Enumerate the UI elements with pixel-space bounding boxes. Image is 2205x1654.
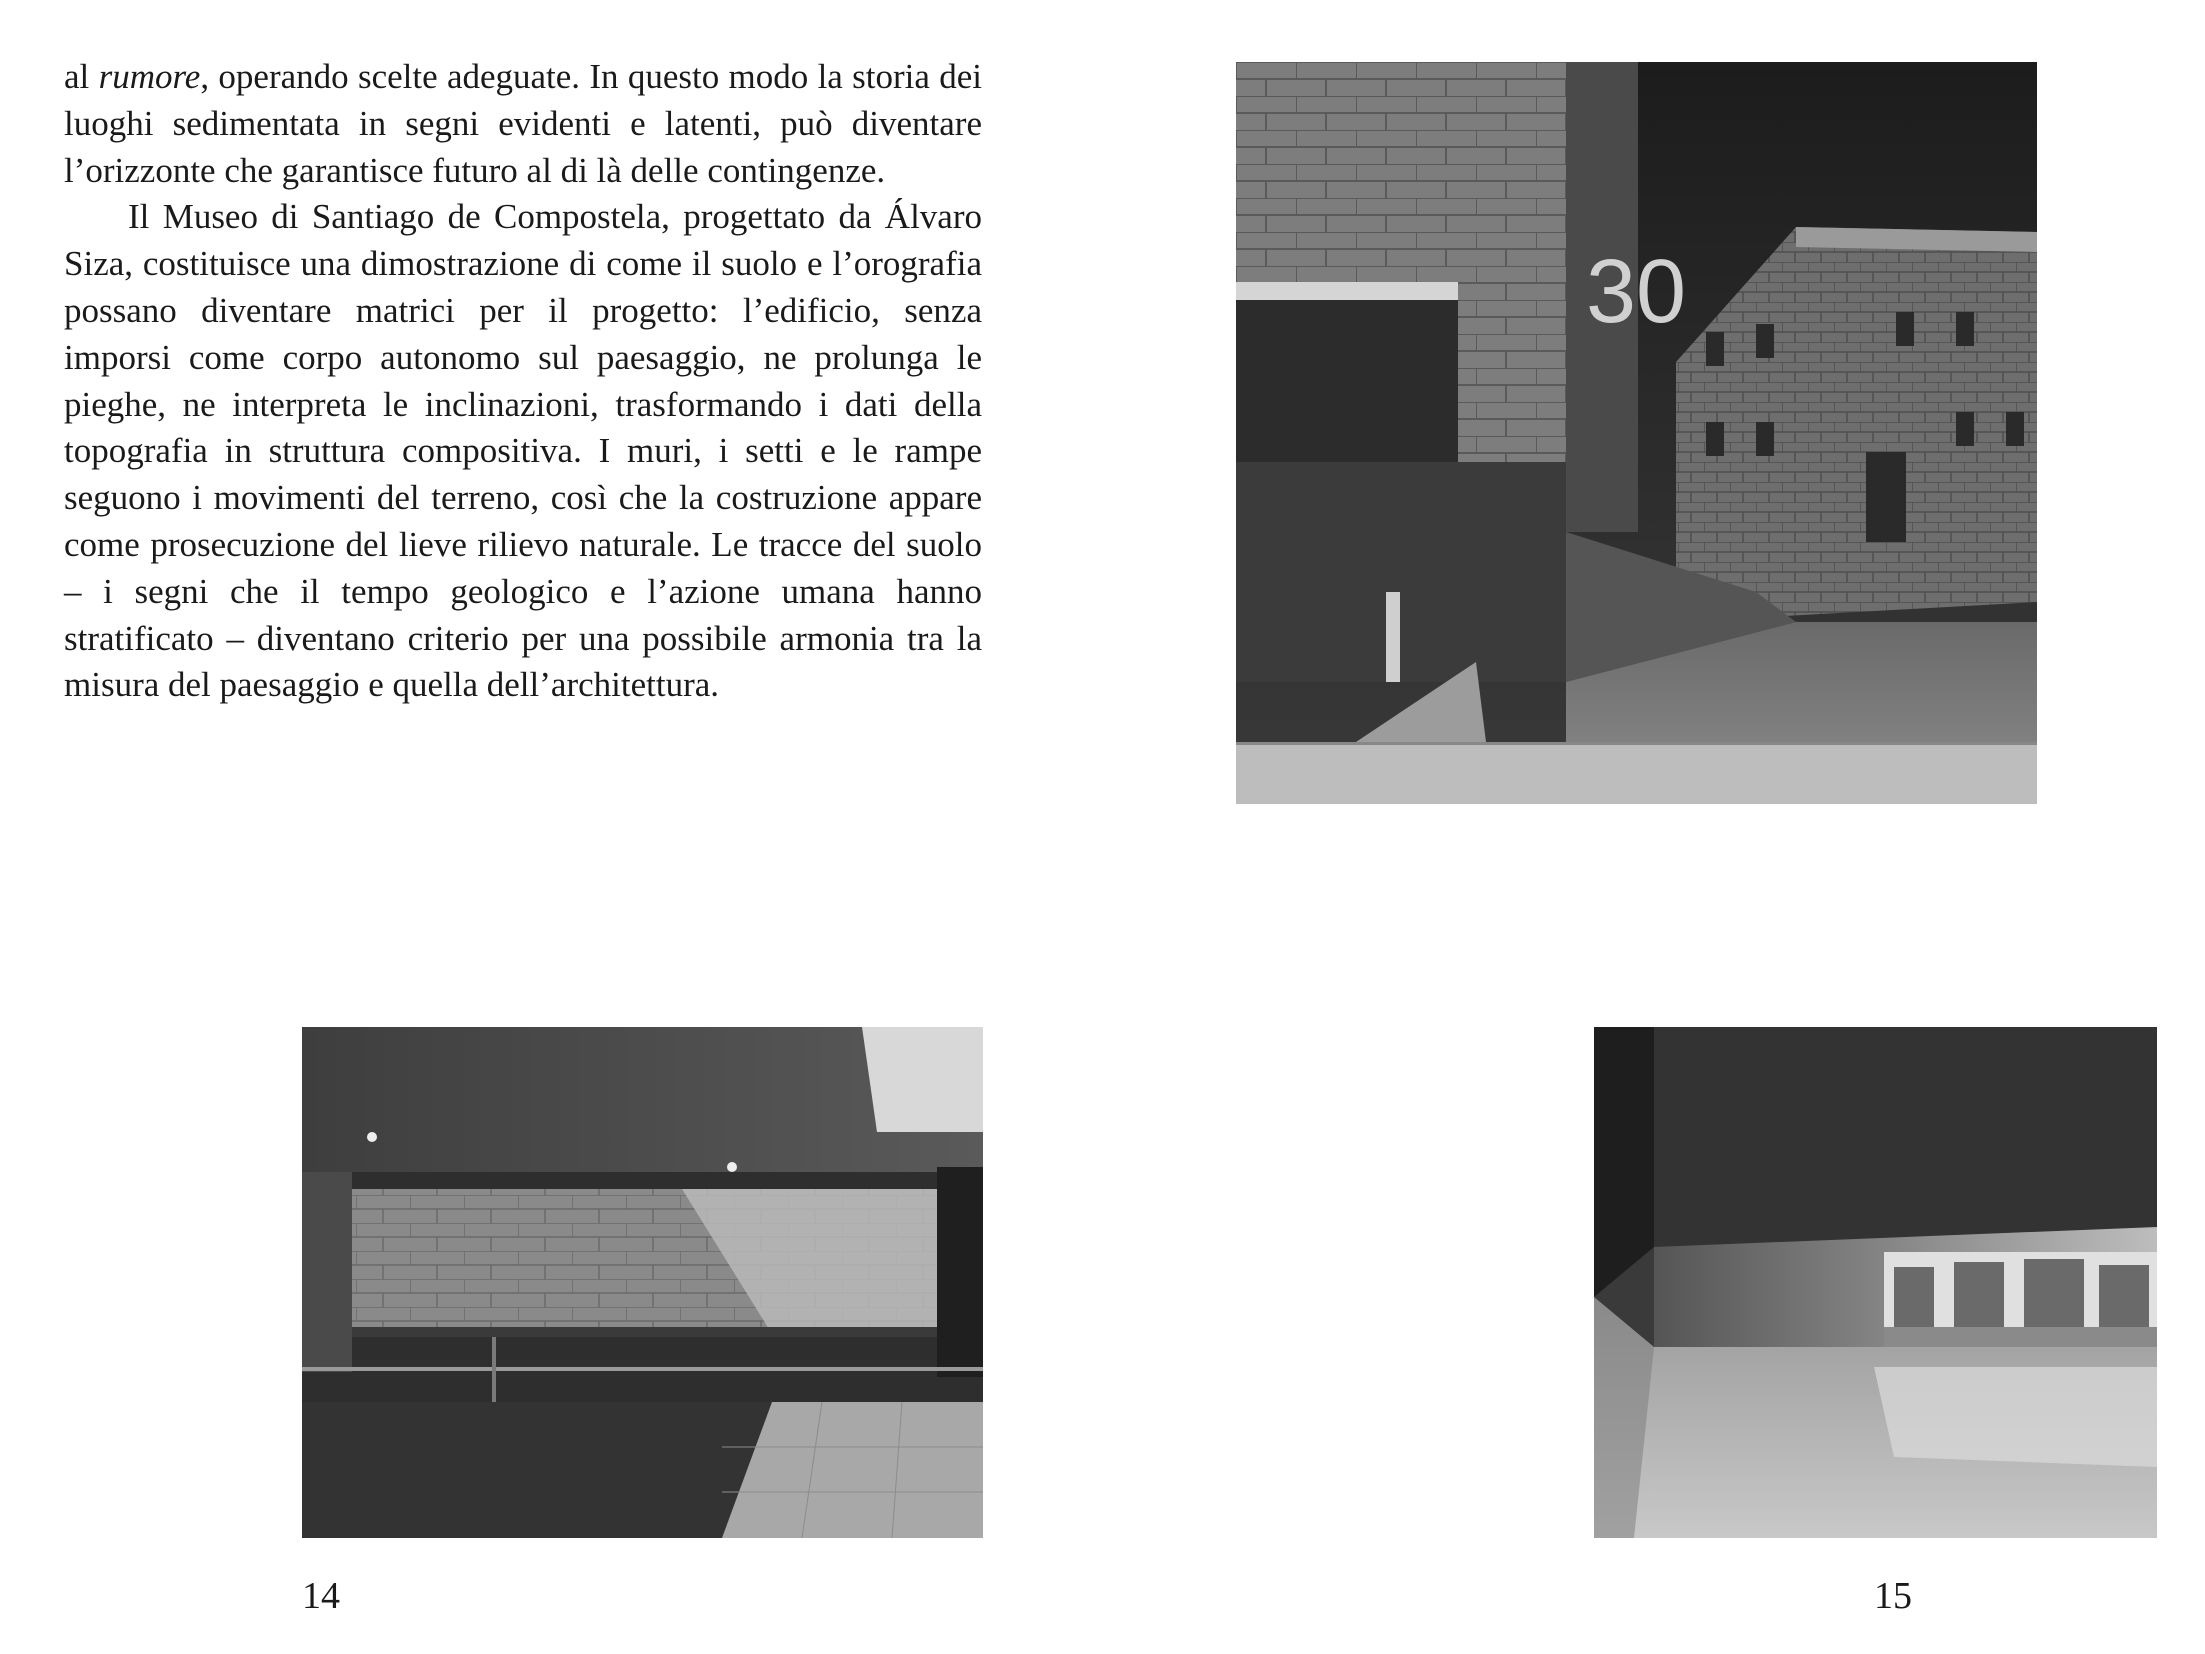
paragraph-1-end: , operando scelte adeguate. In questo modo la storia dei luoghi sedimentata in segni evidenti e latenti, può diventare l’orizzonte che garantisce futuro al di là delle contingenze. — [64, 57, 982, 190]
paragraph-1-start: al — [64, 57, 99, 96]
page-number-left: 14 — [302, 1575, 340, 1617]
photo-museum-exterior — [1236, 62, 2037, 804]
page-number-right: 15 — [1874, 1575, 1912, 1617]
paragraph-1 — [64, 54, 982, 194]
banner-text: 30 — [1586, 242, 1687, 342]
photo-portico — [302, 1027, 983, 1538]
photo-interior — [1594, 1027, 2157, 1538]
paragraph-2: Il Museo di Santiago de Compostela, progettato da Álvaro Siza, costituisce una dimostrazione di come il suolo e l’orografia possano diventare matrici per il progetto: l’edificio, senza imporsi come corpo autonomo sul paesaggio, ne prolunga le pieghe, ne interpreta le inclinazioni, trasformando i dati della topografia in struttura compositiva. I muri, i setti e le rampe seguono i movimenti del terreno, così che la costruzione appare come prosecuzione del lieve rilievo naturale. Le tracce del suolo – i segni che il tempo geologico e l’azione umana hanno stratificato – diventano criterio per una possibile armonia tra la misura del paesaggio e quella dell’architettura. — [64, 197, 982, 705]
body-text — [64, 54, 982, 709]
paragraph-1-emphasis: rumore — [98, 57, 201, 96]
